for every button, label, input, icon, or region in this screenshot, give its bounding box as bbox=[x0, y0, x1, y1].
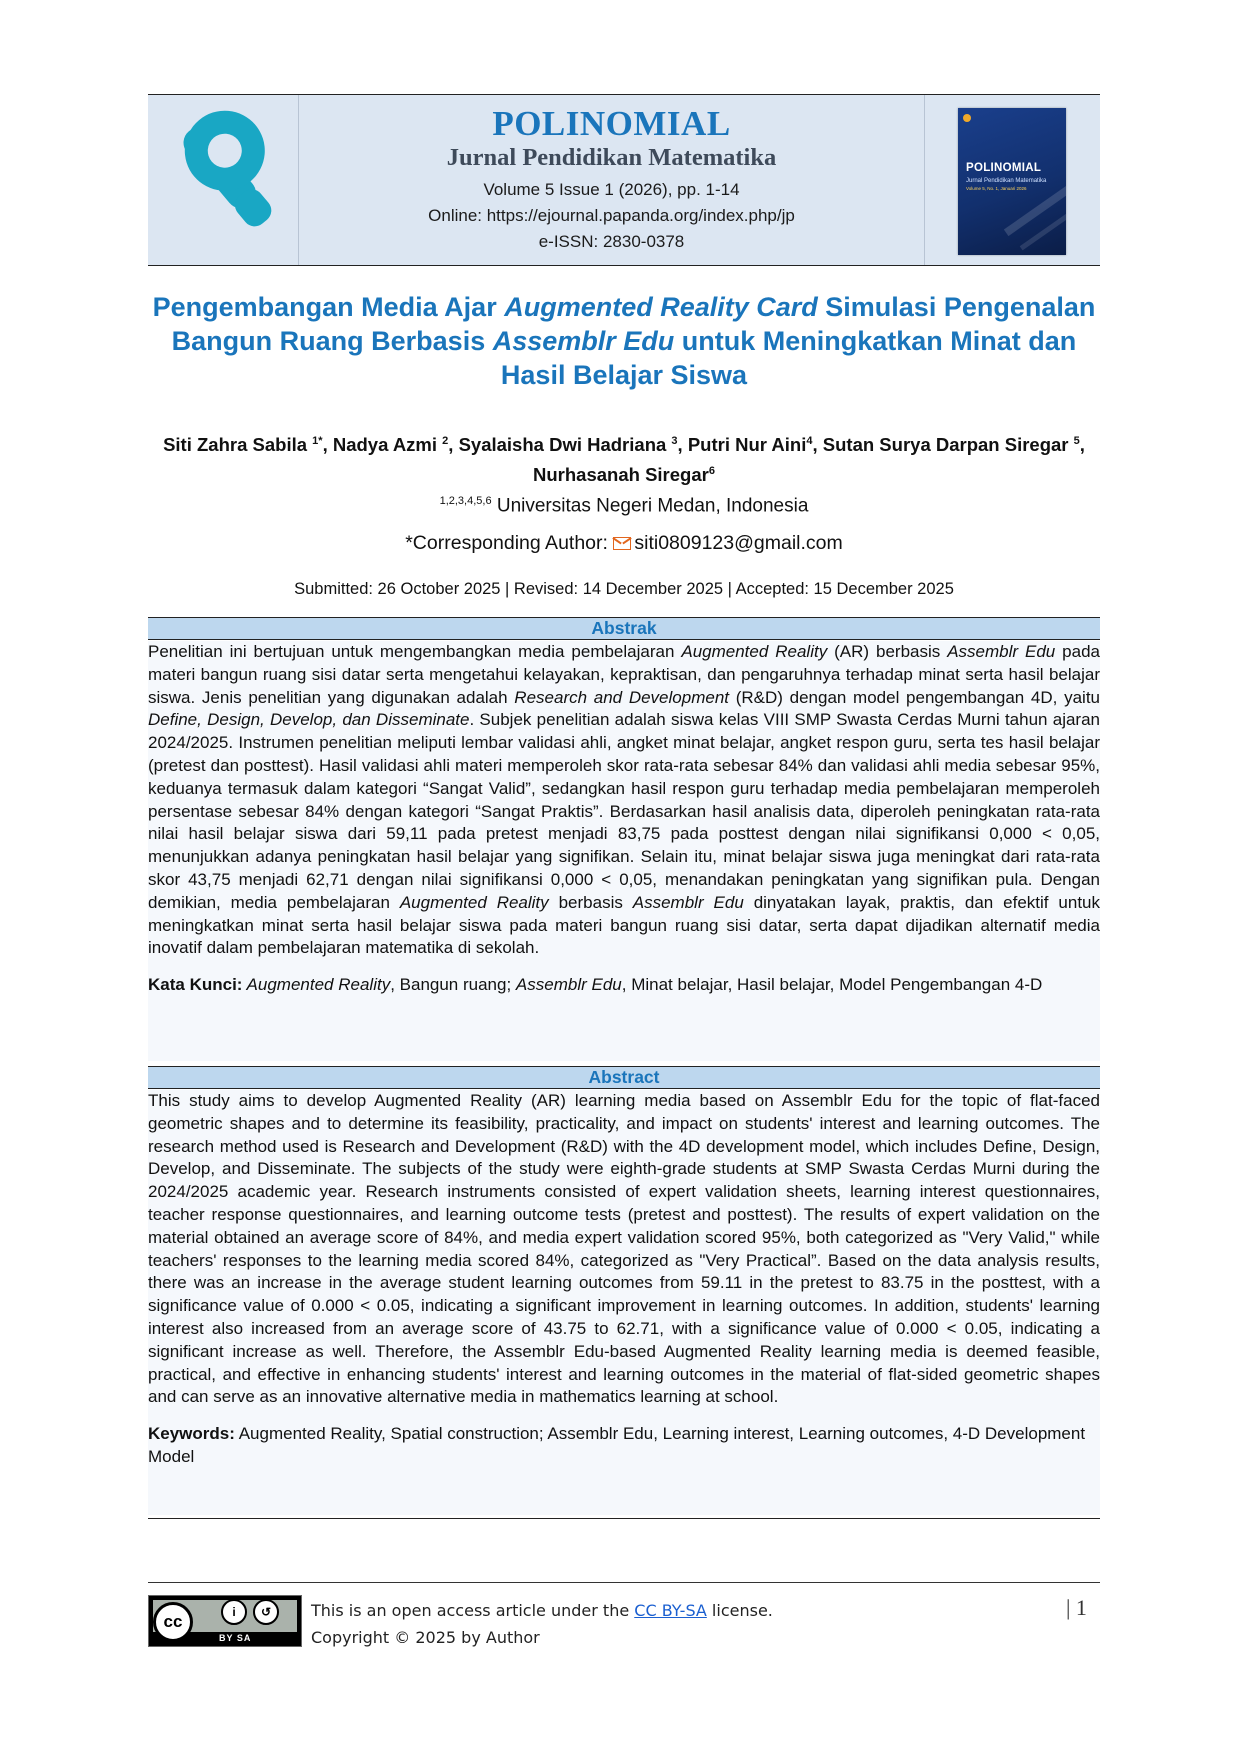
author-name: Siti Zahra Sabila bbox=[163, 434, 313, 456]
title-text: untuk Meningkatkan Minat dan Hasil Belajar Siswa bbox=[500, 326, 1077, 390]
copyright-line: Copyright © 2025 by Author bbox=[311, 1628, 540, 1647]
author-affil-mark: 6 bbox=[708, 465, 715, 478]
journal-subtitle: Jurnal Pendidikan Matematika bbox=[446, 144, 777, 171]
share-alike-icon: ↺ bbox=[253, 1599, 279, 1625]
corresponding-email[interactable]: siti0809123@gmail.com bbox=[634, 532, 843, 554]
affiliation-text: Universitas Negeri Medan, Indonesia bbox=[491, 495, 809, 517]
abstract-body bbox=[148, 1090, 1100, 1515]
cover-volume: Volume 5, No. 1, Januari 2026 bbox=[966, 186, 1027, 191]
author-affil-mark: 2 bbox=[442, 435, 449, 447]
title-text-italic: Assemblr Edu bbox=[492, 326, 675, 356]
journal-volume: Volume 5 Issue 1 (2026), pp. 1-14 bbox=[483, 180, 740, 199]
author-affil-mark: 1* bbox=[312, 435, 323, 447]
author-affil-mark: 4 bbox=[806, 435, 813, 447]
affiliation-marks: 1,2,3,4,5,6 bbox=[439, 495, 492, 507]
footer-divider bbox=[148, 1582, 1100, 1583]
keywords-label: Keywords: bbox=[148, 1424, 235, 1444]
title-text: Simulasi Pengenalan Bangun Ruang Berbasis bbox=[171, 292, 1096, 356]
cc-by-sa-badge[interactable] bbox=[148, 1595, 302, 1647]
journal-online-url: Online: https://ejournal.papanda.org/index.php/jp bbox=[428, 206, 795, 225]
abstract-heading: Abstract bbox=[148, 1066, 1100, 1089]
cover-subtitle: Jurnal Pendidikan Matematika bbox=[966, 178, 1047, 184]
title-text-italic: Augmented Reality Card bbox=[504, 292, 818, 322]
polinomial-logo-icon bbox=[148, 95, 298, 265]
license-line: This is an open access article under the CC BY-SA license. bbox=[311, 1601, 773, 1620]
author-name: , Sutan Surya Darpan Siregar bbox=[812, 434, 1074, 456]
keywords-text: Augmented Reality, Spatial construction; Assemblr Edu, Learning interest, Learning outcomes, 4-D Development Model bbox=[148, 1424, 1086, 1466]
journal-issn: e-ISSN: 2830-0378 bbox=[538, 232, 685, 251]
journal-info bbox=[298, 95, 925, 255]
kata-kunci: Kata Kunci: Augmented Reality, Bangun ruang; Assemblr Edu, Minat belajar, Hasil belajar, Model Pengembangan 4-D bbox=[148, 975, 1043, 995]
page-number: | 1 bbox=[1066, 1595, 1087, 1620]
creative-commons-icon: cc bbox=[153, 1602, 193, 1642]
author-name: , Nadya Azmi bbox=[322, 434, 443, 456]
kata-kunci-label: Kata Kunci: bbox=[148, 975, 243, 995]
author-name: , Nurhasanah Siregar bbox=[533, 434, 1085, 486]
license-link[interactable]: CC BY-SA bbox=[634, 1601, 707, 1620]
envelope-icon bbox=[613, 537, 631, 550]
abstrak-heading: Abstrak bbox=[148, 617, 1100, 640]
journal-logo bbox=[148, 95, 299, 265]
journal-name: POLINOMIAL bbox=[492, 104, 731, 143]
affiliation bbox=[148, 495, 1100, 517]
abstrak-text: Penelitian ini bertujuan untuk mengembangkan media pembelajaran Augmented Reality (AR) berbasis Assemblr Edu pada materi bangun ruang sisi datar serta mengetahui kelayakan, kepraktisan, dan pengaruhnya terhadap minat serta hasil belajar siswa. Jenis penelitian yang digunakan adalah Research and Development (R&D) dengan model pengembangan 4D, yaitu Define, Design, Develop, dan Disseminate. Subjek penelitian adalah siswa kelas VIII SMP Swasta Cerdas Murni tahun ajaran 2024/2025. Instrumen penelitian meliputi lembar validasi ahli, angket minat belajar, angket respon guru, serta tes hasil belajar (pretest dan posttest). Hasil validasi ahli materi memperoleh skor rata-rata sebesar 84% dan validasi ahli media sebesar 95%, keduanya termasuk dalam kategori “Sangat Valid”, sedangkan hasil respon guru terhadap media pembelajaran memperoleh persentase sebesar 84% dengan kategori “Sangat Praktis”. Berdasarkan hasil analisis data, diperoleh peningkatan rata-rata nilai hasil belajar siswa dari 59,11 pada pretest menjadi 83,75 pada posttest dengan nilai signifikansi 0,000 < 0,05, menunjukkan adanya peningkatan hasil belajar yang signifikan. Selain itu, minat belajar siswa juga meningkat dari rata-rata skor 43,75 menjadi 62,71 dengan nilai signifikansi 0,000 < 0,05, menandakan peningkatan yang signifikan pula. Dengan demikian, media pembelajaran Augmented Reality berbasis Assemblr Edu dinyatakan layak, praktis, dan efektif untuk meningkatkan minat serta hasil belajar siswa pada materi bangun ruang sisi datar, serta dapat dijadikan alternatif media inovatif dalam pembelajaran matematika di sekolah. bbox=[148, 642, 1101, 958]
abstract-text: This study aims to develop Augmented Reality (AR) learning media based on Assemblr Edu for the topic of flat-faced geometric shapes and to determine its feasibility, practicality, and impact on students' interest and learning outcomes. The research method used is Research and Development (R&D) with the 4D development model, which includes Define, Design, Develop, and Disseminate. The subjects of the study were eighth-grade students at SMP Swasta Cerdas Murni during the 2024/2025 academic year. Research instruments consisted of expert validation sheets, learning interest questionnaires, teacher response questionnaires, and learning outcome tests (pretest and posttest). The results of expert validation on the material obtained an average score of 84%, and media expert validation scored 95%, both categorized as "Very Valid," while teachers' responses to the learning media scored 84%, categorized as "Very Practical”. Based on the data analysis results, there was an increase in the average student learning outcomes from 59.11 in the pretest to 83.75 in the posttest, with a significance value of 0.000 < 0.05, indicating a significant improvement in learning outcomes. In addition, students' learning interest also increased from an average score of 43.75 to 62.71, with a significance value of 0.000 < 0.05, indicating a significant increase as well. Therefore, the Assemblr Edu-based Augmented Reality learning media is deemed feasible, practical, and effective in enhancing students' interest and learning outcomes in the material of flat-sided geometric shapes and can serve as an innovative alternative media in mathematics learning at school. bbox=[148, 1091, 1100, 1407]
cc-badge-labels: BY SA bbox=[219, 1633, 252, 1643]
journal-header bbox=[148, 94, 1100, 266]
cover-title: POLINOMIAL bbox=[966, 162, 1042, 174]
corresponding-label: *Corresponding Author: bbox=[405, 532, 614, 554]
author-affil-mark: 3 bbox=[671, 435, 678, 447]
article-title bbox=[148, 290, 1100, 392]
submission-dates: Submitted: 26 October 2025 | Revised: 14 December 2025 | Accepted: 15 December 2025 bbox=[294, 580, 954, 598]
corresponding-author bbox=[148, 532, 1100, 555]
journal-cover-image bbox=[958, 108, 1066, 255]
cover-emblem-icon bbox=[963, 114, 971, 122]
keywords bbox=[148, 1423, 1100, 1469]
title-text: Pengembangan Media Ajar bbox=[152, 292, 505, 322]
attribution-icon: i bbox=[221, 1599, 247, 1625]
author-affil-mark: 5 bbox=[1073, 435, 1080, 447]
author-name: , Putri Nur Aini bbox=[677, 434, 807, 456]
author-name: , Syalaisha Dwi Hadriana bbox=[448, 434, 672, 456]
journal-cover-box bbox=[924, 95, 1100, 265]
license-statement bbox=[311, 1597, 773, 1651]
abstract-bottom-rule bbox=[148, 1518, 1100, 1519]
author-list bbox=[148, 428, 1100, 488]
abstrak-body bbox=[148, 641, 1100, 1061]
